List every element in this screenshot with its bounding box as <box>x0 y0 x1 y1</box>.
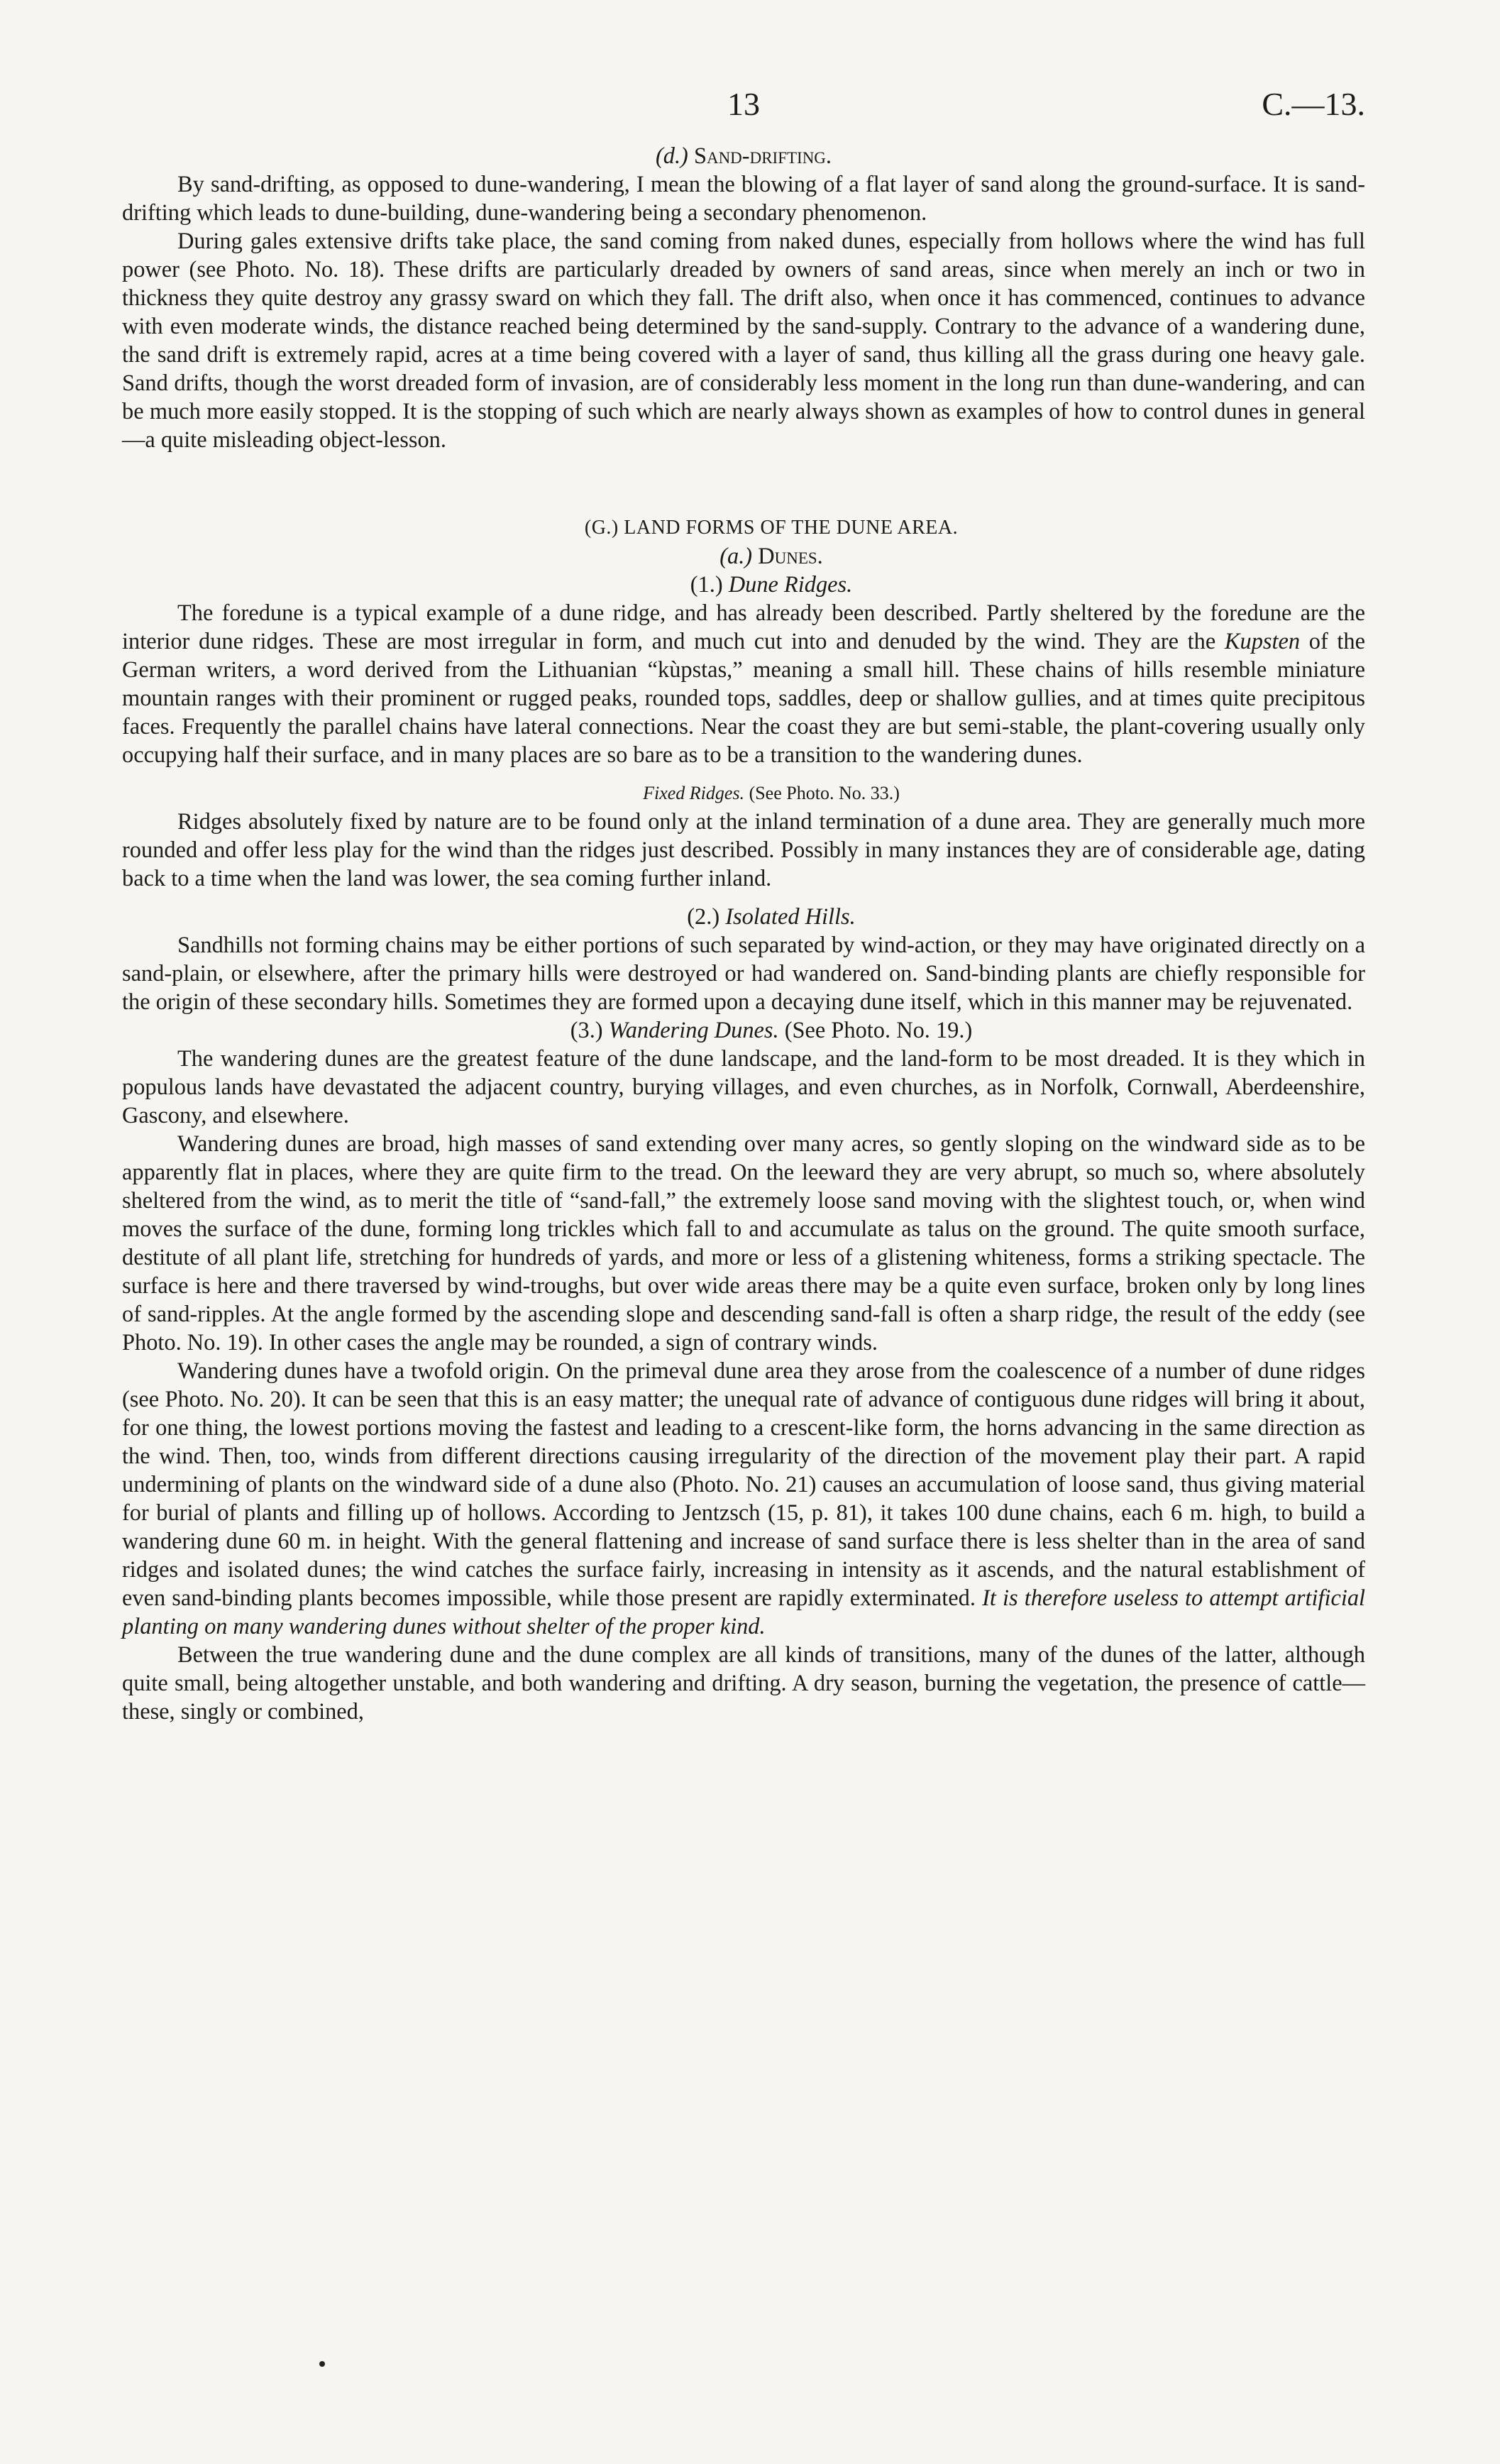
isolated-hills-paragraph: Sandhills not forming chains may be either portions of such separated by wind-action, or they may have originated directly on a sand-plain, or elsewhere, after the primary hills were destroyed or had wandered on. Sand-binding plants are chiefly responsible for the origin of these secondary hills. Sometimes they are formed upon a decaying dune itself, which in this manner may be rejuvenated. <box>122 933 1365 1015</box>
origin-paragraph <box>122 1357 1365 1641</box>
section-d-title: Sand-drifting. <box>693 143 832 169</box>
section-d-heading <box>122 142 1365 170</box>
subsection-1-label: (1.) <box>690 572 723 598</box>
subsection-a-label: (a.) <box>719 544 753 569</box>
wandering-paragraph-1: The wandering dunes are the greatest feature of the dune landscape, and the land-form to be most dreaded. It is they which in populous lands have devastated the adjacent country, burying villages, and even churches, as in Norfolk, Cornwall, Aberdeenshire, Gascony, and elsewhere. <box>122 1046 1365 1128</box>
wandering-paragraph-2: Wandering dunes are broad, high masses of sand extending over many acres, so gently sloping on the windward side as to be apparently flat in places, where they are quite firm to the tread. On the leeward they are very abrupt, so much so, where absolutely sheltered from the wind, as to merit the title of “sand-fall,” the extremely loose sand moving with the slightest touch, or, when wind moves the surface of the dune, forming long trickles which fall to and accumulate as talus on the ground. The quite smooth surface, destitute of all plant life, stretching for hundreds of yards, and more or less of a glistening whiteness, forms a striking spectacle. The surface is here and there traversed by wind-troughs, but over wide areas there may be a quite even surface, broken only by long lines of sand-ripples. At the angle formed by the ascending slope and descending sand-fall is often a sharp ridge, the result of the eddy (see Photo. No. 19). In other cases the angle may be rounded, a sign of contrary winds. <box>122 1131 1365 1355</box>
subsection-3-heading <box>122 1016 1365 1045</box>
subsection-1-heading <box>122 571 1365 599</box>
dune-ridges-text-1: The foredune is a typical example of a dune ridge, and has already been described. Partly sheltered by the foredune are the interior dune ridges. These are most irregular in form, and much cut into and denuded by the wind. They are the <box>122 600 1365 654</box>
fixed-ridges-paragraph: Ridges absolutely fixed by nature are to be found only at the inland termination of a dune area. They are generally much more rounded and offer less play for the wind than the ridges just described. Possibly in many instances they are of considerable age, dating back to a time when the land was lower, the sea coming further inland. <box>122 809 1365 891</box>
page-header <box>122 85 1365 142</box>
subsection-3-ref: (See Photo. No. 19.) <box>784 1018 973 1043</box>
subsection-a-title: Dunes. <box>758 544 823 569</box>
ink-dot <box>319 2361 325 2367</box>
subsection-2-heading <box>122 903 1365 931</box>
kupsten-term: Kupsten <box>1224 629 1301 654</box>
document-page <box>122 85 1365 1726</box>
subsection-3-label: (3.) <box>570 1018 603 1043</box>
final-paragraph: Between the true wandering dune and the dune complex are all kinds of transitions, many of the dunes of the latter, although quite small, being altogether unstable, and both wandering and drifting. A dry season, burning the vegetation, the presence of cattle—these, singly or combined, <box>122 1642 1365 1725</box>
dune-ridges-paragraph <box>122 599 1365 769</box>
origin-text: Wandering dunes have a twofold origin. On the primeval dune area they arose from the coalescence of a number of dune ridges (see Photo. No. 20). It can be seen that this is an easy matter; the unequal rate of advance of contiguous dune ridges will bring it about, for one thing, the lowest portions moving the fastest and leading to a crescent-like form, the horns advancing in the same direction as the wind. Then, too, winds from different directions causing irregularity of the direction of the movement play their part. A rapid undermining of plants on the windward side of a dune also (Photo. No. 21) causes an accumulation of loose sand, thus giving material for burial of plants and filling up of hollows. According to Jentzsch (15, p. 81), it takes 100 dune chains, each 6 m. high, to build a wandering dune 60 m. in height. With the general flattening and increase of sand surface there is less shelter than in the area of sand ridges and isolated dunes; the wind catches the surface fairly, increasing in intensity as it ascends, and the natural establishment of even sand-binding plants becomes impossible, while those present are rapidly exterminated. <box>122 1358 1365 1611</box>
section-d-paragraph-1: By sand-drifting, as opposed to dune-wandering, I mean the blowing of a flat layer of sand along the ground-surface. It is sand-drifting which leads to dune-building, dune-wandering being a secondary phenomenon. <box>122 172 1365 226</box>
section-g-heading: (G.) LAND FORMS OF THE DUNE AREA. <box>584 517 959 539</box>
fixed-ridges-heading <box>122 779 1365 808</box>
subsection-2-label: (2.) <box>687 904 720 930</box>
section-d-paragraph-2: During gales extensive drifts take place, the sand coming from naked dunes, especially from hollows where the wind has full power (see Photo. No. 18). These drifts are particularly dreaded by owners of sand areas, since when merely an inch or two in thickness they quite destroy any grassy sward on which they fall. The drift also, when once it has commenced, continues to advance with even moderate winds, the distance reached being determined by the sand-supply. Contrary to the advance of a wandering dune, the sand drift is extremely rapid, acres at a time being covered with a layer of sand, thus killing all the grass during one heavy gale. Sand drifts, though the worst dreaded form of invasion, are of considerably less moment in the long run than dune-wandering, and can be much more easily stopped. It is the stopping of such which are nearly always shown as examples of how to control dunes in general—a quite misleading object-lesson. <box>122 229 1365 453</box>
section-d-label: (d.) <box>655 143 688 169</box>
subsection-3-title: Wandering Dunes. <box>608 1018 779 1043</box>
subsection-2-title: Isolated Hills. <box>725 904 856 930</box>
fixed-ridges-ref: (See Photo. No. 33.) <box>749 783 900 803</box>
document-code: C.—13. <box>1262 86 1365 122</box>
subsection-1-title: Dune Ridges. <box>728 572 853 598</box>
fixed-ridges-title: Fixed Ridges. <box>643 783 745 803</box>
dune-ridges-text-2: of the German writers, a word derived from the Lithuanian “kùpstas,” meaning a small hill. These chains of hills resemble miniature mountain ranges with their prominent or rugged peaks, rounded tops, saddles, deep or shallow gullies, and at times quite precipitous faces. Frequently the parallel chains have lateral connections. Near the coast they are but semi-stable, the plant-covering usually only occupying half their surface, and in many places are so bare as to be a transition to the wandering dunes. <box>122 629 1365 768</box>
page-number: 13 <box>727 86 760 122</box>
subsection-a-heading <box>122 542 1365 571</box>
origin-italic-text: It is therefore useless to attempt artificial planting on many wandering dunes without shelter of the proper kind. <box>122 1585 1366 1639</box>
